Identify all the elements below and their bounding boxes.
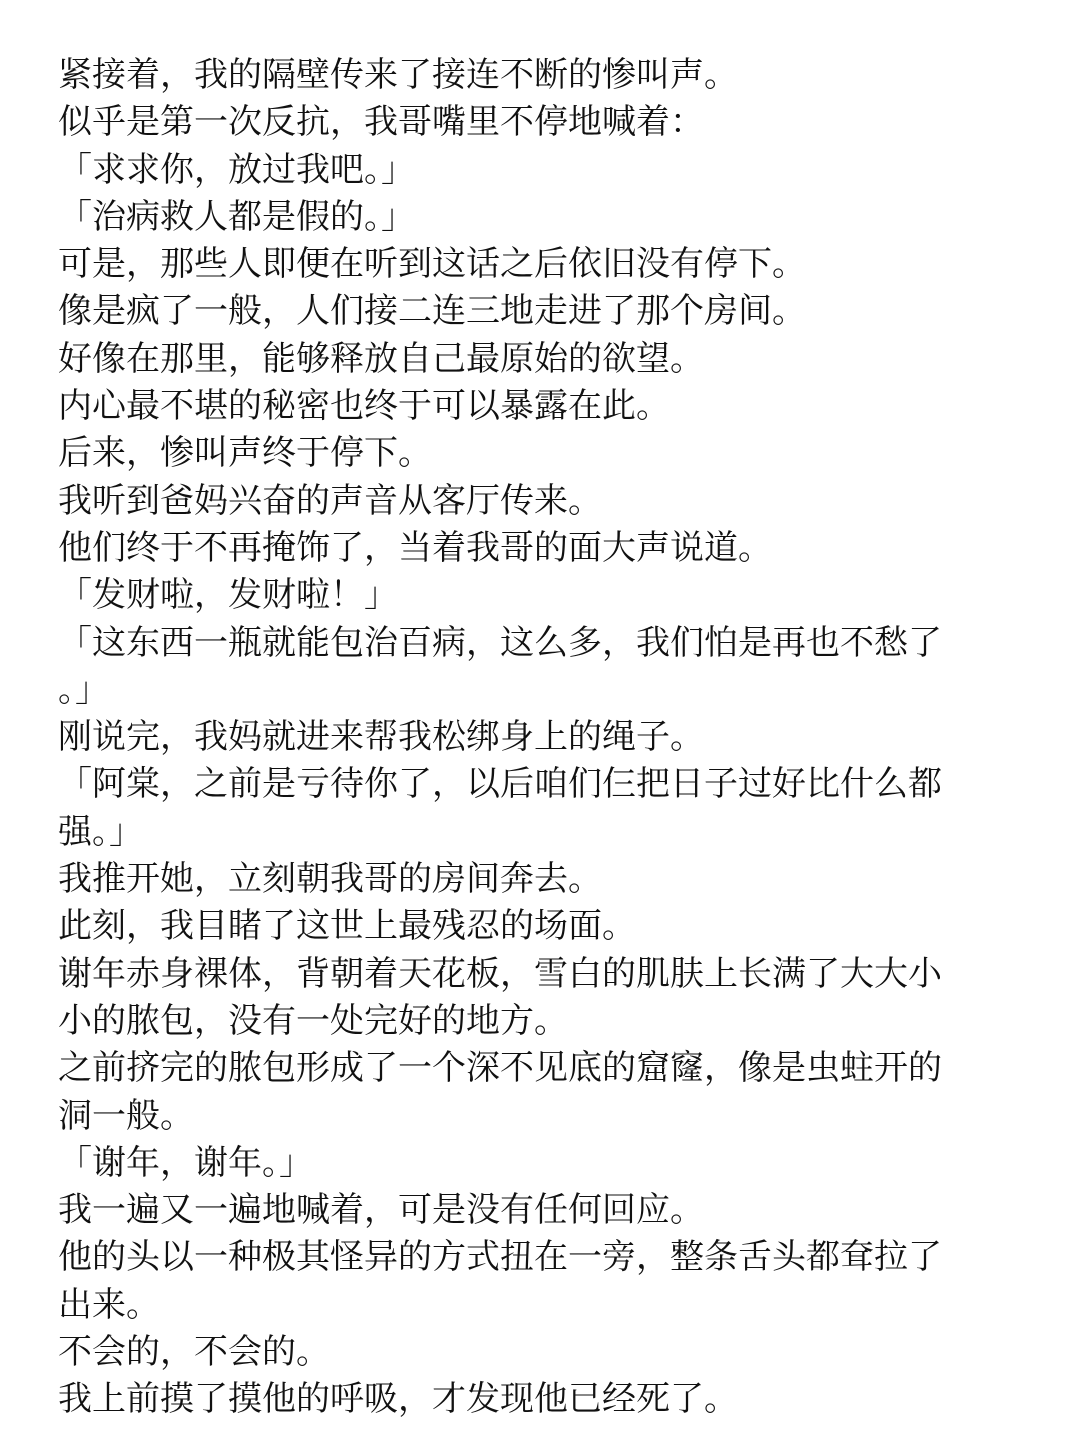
text-line: 似乎是第一次反抗，我哥嘴里不停地喊着： bbox=[58, 102, 704, 143]
text-line: 可是，那些人即便在听到这话之后依旧没有停下。 bbox=[58, 244, 806, 285]
text-line: 我听到爸妈兴奋的声音从客厅传来。 bbox=[58, 480, 602, 521]
text-line: 。」 bbox=[58, 669, 109, 710]
text-line: 「求求你，放过我吧。」 bbox=[58, 149, 415, 190]
text-line: 谢年赤身裸体，背朝着天花板，雪白的肌肤上长满了大大小 bbox=[58, 953, 942, 994]
text-line: 之前挤完的脓包形成了一个深不见底的窟窿，像是虫蛀开的 bbox=[58, 1048, 942, 1089]
text-line: 我推开她，立刻朝我哥的房间奔去。 bbox=[58, 859, 602, 900]
text-line: 强。」 bbox=[58, 811, 143, 852]
text-line: 小的脓包，没有一处完好的地方。 bbox=[58, 1000, 568, 1041]
text-line: 「治病救人都是假的。」 bbox=[58, 196, 415, 237]
text-line: 后来，惨叫声终于停下。 bbox=[58, 433, 432, 474]
story-text bbox=[58, 52, 1038, 1424]
text-line: 我上前摸了摸他的呼吸，才发现他已经死了。 bbox=[58, 1379, 738, 1420]
text-line: 紧接着，我的隔壁传来了接连不断的惨叫声。 bbox=[58, 55, 738, 95]
text-line: 刚说完，我妈就进来帮我松绑身上的绳子。 bbox=[58, 717, 704, 758]
text-line: 像是疯了一般，人们接二连三地走进了那个房间。 bbox=[58, 291, 806, 332]
text-line: 不会的，不会的。 bbox=[58, 1332, 330, 1373]
text-line: 「阿棠，之前是亏待你了，以后咱们仨把日子过好比什么都 bbox=[58, 764, 942, 805]
text-line: 「这东西一瓶就能包治百病，这么多，我们怕是再也不愁了 bbox=[58, 622, 942, 663]
text-line: 他们终于不再掩饰了，当着我哥的面大声说道。 bbox=[58, 527, 772, 568]
text-line: 内心最不堪的秘密也终于可以暴露在此。 bbox=[58, 386, 670, 427]
text-line: 洞一般。 bbox=[58, 1095, 194, 1136]
text-line: 「发财啦，发财啦！」 bbox=[58, 575, 398, 616]
text-line: 好像在那里，能够释放自己最原始的欲望。 bbox=[58, 338, 704, 379]
text-line: 他的头以一种极其怪异的方式扭在一旁，整条舌头都耷拉了 bbox=[58, 1237, 942, 1278]
text-line: 「谢年，谢年。」 bbox=[58, 1142, 313, 1183]
text-line: 此刻，我目睹了这世上最残忍的场面。 bbox=[58, 906, 636, 947]
text-line: 出来。 bbox=[58, 1284, 160, 1325]
text-line: 我一遍又一遍地喊着，可是没有任何回应。 bbox=[58, 1190, 704, 1231]
